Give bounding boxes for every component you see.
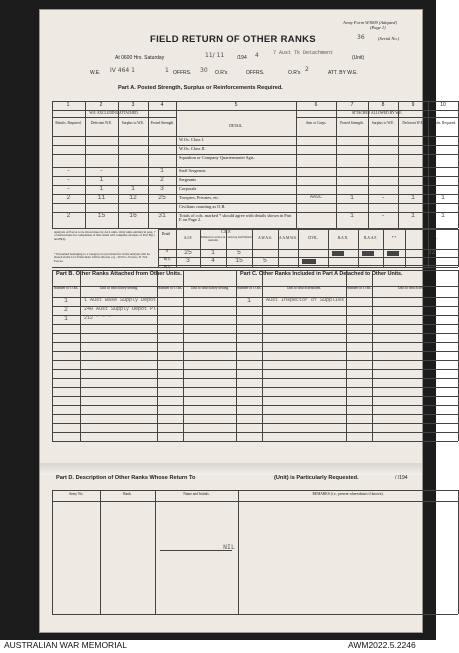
analysis-column-rule <box>328 229 329 267</box>
section-column-rule <box>157 270 158 441</box>
column-rule <box>336 101 337 228</box>
part-d-bottom-rule <box>52 614 458 615</box>
part-d-column-heading: REMARKS (i.e., present whereabouts if known). <box>312 492 384 496</box>
section-row-rule <box>52 405 458 406</box>
analysis-column-rule <box>176 229 177 267</box>
section-top-rule <box>52 270 458 271</box>
part-d-head-rule <box>52 501 458 502</box>
group-rule <box>52 117 176 118</box>
column-heading: Surplus to W.E. <box>371 121 395 125</box>
analysis-column-rule <box>358 229 359 267</box>
detail-label: Sergeants <box>179 176 196 182</box>
section-column-rule <box>80 270 81 441</box>
column-heading: Reinfts. Required. <box>55 121 82 125</box>
analysis-note: Analysis of Part A to be shown here by ALL units. Only units entitled in para. 7 of instructions for completion of this return will complete analysis of Part B(1) and B(2). <box>54 230 156 241</box>
section-row-rule <box>52 432 458 433</box>
part-c-heading: Part C. Other Ranks Included in Part A Detached to Other Units. <box>240 271 403 277</box>
analysis-heading: TOTAL. <box>425 236 438 240</box>
column-rule <box>428 101 429 228</box>
column-number: 7 <box>350 102 354 108</box>
analysis-value-a: 5 <box>237 249 241 256</box>
attached-cell: - <box>381 194 385 201</box>
part-b-unit: 1 Aust Base Supply Depot <box>84 297 157 303</box>
column-rule <box>148 101 149 228</box>
analysis-column-rule <box>252 229 253 267</box>
part-d-column-heading: Rank. <box>123 492 132 496</box>
part-d-heading: Part D. Description of Other Ranks Whose Return To <box>56 475 196 481</box>
part-d-column-rule <box>238 490 239 614</box>
column-number: 9 <box>411 102 415 108</box>
filled-box <box>362 251 374 256</box>
strength-cell: 16 <box>129 212 137 219</box>
analysis-rule <box>158 265 458 266</box>
analysis-top-rule <box>158 229 458 230</box>
part-b-column-heading: Number of O.Rs. <box>53 286 79 290</box>
strength-cell: - <box>66 185 71 192</box>
detail-label: W.Os. Class II. <box>179 145 206 151</box>
analysis-column-rule <box>226 229 227 267</box>
column-rule <box>85 101 86 228</box>
analysis-heading: * * <box>391 236 397 240</box>
footer-institution: AUSTRALIAN WAR MEMORIAL <box>4 640 127 650</box>
attached-cell: 1 <box>411 194 415 201</box>
section-row-rule <box>52 360 458 361</box>
detail-heading: DETAIL. <box>229 124 243 128</box>
unit-name-value: 7 Aust Tk Detachment <box>273 50 334 56</box>
detail-label: W.Os. Class I. <box>179 136 205 142</box>
form-number: Army Form W3009 (Adapted) <box>343 20 397 25</box>
group-heading-left: W.E. EXCLUDING ATTACHED. <box>89 111 139 115</box>
analysis-row-label: A <box>165 249 169 253</box>
strength-cell: 1 <box>99 185 104 192</box>
part-d-date: / /194 <box>395 475 408 481</box>
analysis-value-b1: 5 <box>263 257 267 264</box>
part-d-column-rule <box>52 490 53 614</box>
column-heading: Deficient W.E. <box>402 121 424 125</box>
detail-label: Civilians counting as O.R. <box>179 203 226 209</box>
column-number: 10 <box>440 102 446 108</box>
column-heading: Posted Strength <box>150 121 174 125</box>
strength-cell: 2 <box>66 194 71 201</box>
analysis-heading: A.I.F. <box>183 236 193 240</box>
detail-label: Squadron or Company Quartermaster Sgts. <box>179 154 255 160</box>
column-heading: Reinfts. Required. <box>429 121 457 125</box>
part-d-column-rule <box>100 490 101 614</box>
ors-label: O.R's <box>215 70 228 76</box>
form-page: (Page 1) <box>370 25 386 30</box>
group-heading-right: ATTACHED ALLOWED BY W.E. <box>351 111 403 115</box>
section-row-rule <box>52 324 458 325</box>
section-row-rule <box>52 387 458 388</box>
ors-attached-value: 2 <box>305 66 309 73</box>
analysis-column-rule <box>383 229 384 267</box>
attached-cell: - <box>381 212 385 219</box>
detail-label: Staff Sergeants <box>179 167 206 173</box>
strength-cell: 12 <box>129 194 137 201</box>
offrs-value: 1 <box>165 67 169 74</box>
group-rule <box>296 117 458 118</box>
part-d-column-rule <box>155 490 156 614</box>
part-d-top-rule <box>52 490 458 491</box>
part-a-heading: Part A. Posted Strength, Surplus or Reinforcements Required. <box>118 85 283 91</box>
strength-cell: - <box>66 176 71 183</box>
section-column-rule <box>236 270 237 441</box>
strength-cell: 2 <box>160 176 164 183</box>
column-heading: Surplus to W.E. <box>121 121 145 125</box>
cmf-subheading: Enlisted for service in Australia <box>200 236 226 242</box>
section-row-rule <box>52 396 458 397</box>
column-rule <box>118 101 119 228</box>
attached-cell: 1 <box>411 212 415 219</box>
analysis-column-rule <box>278 229 279 267</box>
attached-cell: 1 <box>441 212 445 219</box>
att-by-we-label: ATT. BY W.E. <box>328 70 358 76</box>
strength-cell: 31 <box>158 212 166 219</box>
column-number: 6 <box>314 102 318 108</box>
form-title: FIELD RETURN OF OTHER RANKS <box>150 34 316 45</box>
analysis-row-label: B(1) <box>163 257 171 261</box>
serial-number-value: 36 <box>357 34 365 41</box>
part-c-column-heading: Number of O.Rs. <box>236 286 262 290</box>
part-b-heading: Part B. Other Ranks Attached from Other Units. <box>56 271 182 277</box>
column-number: 1 <box>66 102 70 108</box>
detail-label: Troopers, Privates, etc. <box>179 194 220 200</box>
column-number: 3 <box>131 102 135 108</box>
analysis-heading: A.W.A.S. <box>258 236 272 240</box>
analysis-value-b1: 4 <box>211 257 215 264</box>
strength-cell: - <box>99 167 104 174</box>
nil-stamp: NIL <box>223 544 235 551</box>
section-column-rule <box>346 270 347 441</box>
part-b-number: 2 <box>64 306 68 313</box>
analysis-heading: C.M.F. <box>221 230 231 234</box>
column-number: 2 <box>99 102 103 108</box>
part-c-number: 1 <box>247 297 251 304</box>
part-c-column-heading: Unit to which detached. <box>397 286 433 290</box>
section-column-rule <box>262 270 263 441</box>
section-row-rule <box>52 351 458 352</box>
analysis-heading: CIVIL. <box>307 236 319 240</box>
column-rule <box>52 101 53 228</box>
part-b-unit: 212 " " " <box>84 315 112 321</box>
section-column-rule <box>372 270 373 441</box>
ors-value: 30 <box>200 67 208 74</box>
analysis-heading: R.A.A.F. <box>364 236 377 240</box>
strength-cell: 11 <box>97 194 106 201</box>
attached-cell: AASC <box>309 194 322 200</box>
column-rule <box>368 101 369 228</box>
paper-fold <box>40 463 422 475</box>
analysis-value-a: 1 <box>211 249 215 256</box>
unit-label: (Unit) <box>352 55 365 61</box>
analysis-footnote: * Personnel belonging to a category not provided for in the analysis will be shown in the Col. Particulars will be shown, e.g., 30 N.G. Forces, 31 N.S. Forces. <box>54 252 150 263</box>
section-row-rule <box>52 441 458 442</box>
column-number: 8 <box>381 102 385 108</box>
form-sheet <box>40 10 457 632</box>
detail-label: Detail <box>161 232 171 236</box>
footer-reference: AWM2022.5.2246 <box>348 640 416 650</box>
we-label: W.E. <box>90 70 101 76</box>
analysis-value-b1: 15 <box>235 257 243 264</box>
section-row-rule <box>52 342 458 343</box>
analysis-heading: A.A.M.W.S. <box>279 236 297 240</box>
attached-cell: 1 <box>441 194 445 201</box>
section-row-rule <box>52 414 458 415</box>
at-time-label: At 0600 Hrs. Saturday <box>115 55 165 61</box>
date-value: 11/ 11 <box>205 52 225 59</box>
analysis-heading: R.A.N. <box>337 236 349 240</box>
section-row-rule <box>52 369 458 370</box>
analysis-column-rule <box>200 229 201 267</box>
attached-cell: 1 <box>350 194 354 201</box>
detail-label: Totals of cols. marked * should agree with details shown in Part E on Page 2. <box>179 212 292 223</box>
year-value: 4 <box>255 52 259 59</box>
filled-box <box>302 259 316 264</box>
part-c-column-heading: Unit to which detached. <box>286 286 322 290</box>
part-b-number: 1 <box>64 297 68 304</box>
column-rule <box>176 101 177 228</box>
part-c-column-heading: Number of O.Rs. <box>346 286 372 290</box>
analysis-value-a: 25 <box>184 249 192 256</box>
analysis-row-label: B(2) <box>163 265 171 269</box>
analysis-bottom-rule <box>52 267 458 268</box>
column-heading: Posted Strength. <box>340 121 364 125</box>
strength-cell: 1 <box>131 185 135 192</box>
section-row-rule <box>52 333 458 334</box>
part-d-column-heading: Name and Initials. <box>183 492 210 496</box>
filled-box <box>387 251 399 256</box>
ors-attached-label: O.R's <box>288 70 301 76</box>
strength-cell: 25 <box>158 194 166 201</box>
analysis-column-rule <box>428 229 429 267</box>
cmf-subheading: Called up and Enlisted <box>226 236 252 239</box>
strength-cell: - <box>66 167 71 174</box>
column-rule <box>398 101 399 228</box>
detail-label: Corporals <box>179 185 197 191</box>
strength-cell: 15 <box>97 212 106 219</box>
part-c-unit: Aust Inspector of Supplies <box>266 297 345 303</box>
part-b-column-heading: Unit to which they belong <box>190 286 229 290</box>
strength-cell: 3 <box>160 185 164 192</box>
strength-cell: 2 <box>66 212 71 219</box>
attached-cell: 1 <box>350 212 354 219</box>
filled-box <box>332 251 344 256</box>
column-rule <box>296 101 297 228</box>
section-row-rule <box>52 423 458 424</box>
strength-cell: 1 <box>160 167 164 174</box>
analysis-value-a: 32 <box>427 249 436 256</box>
we-value: IV 464 1 <box>110 67 135 74</box>
section-column-rule <box>183 270 184 441</box>
column-number: 4 <box>160 102 164 108</box>
analysis-column-rule <box>405 229 406 267</box>
part-b-unit: 240 Aust Supply Depot Pl <box>84 306 157 312</box>
strength-cell: 1 <box>99 176 104 183</box>
part-d-column-heading: Army No. <box>68 492 84 496</box>
section-column-rule <box>52 270 53 441</box>
analysis-value-b1: 3 <box>186 257 190 264</box>
year-label: /194 <box>237 55 247 61</box>
part-b-number: 1 <box>64 315 68 322</box>
column-number: 5 <box>234 102 238 108</box>
offrs-attached-label: OFFRS. <box>246 70 265 76</box>
part-b-column-heading: Unit to which they belong <box>99 286 138 290</box>
part-d-unit-label: (Unit) is Particularly Requested. <box>274 475 359 481</box>
column-heading: Deficient W.E. <box>90 121 113 125</box>
offrs-label: OFFRS. <box>173 70 192 76</box>
part-b-column-heading: Number of O.Rs. <box>157 286 183 290</box>
analysis-column-rule <box>298 229 299 267</box>
serial-label: (Serial No.) <box>378 36 400 41</box>
section-row-rule <box>52 378 458 379</box>
column-heading: Arm or Corps. <box>305 121 327 125</box>
analysis-column-rule <box>158 229 159 267</box>
